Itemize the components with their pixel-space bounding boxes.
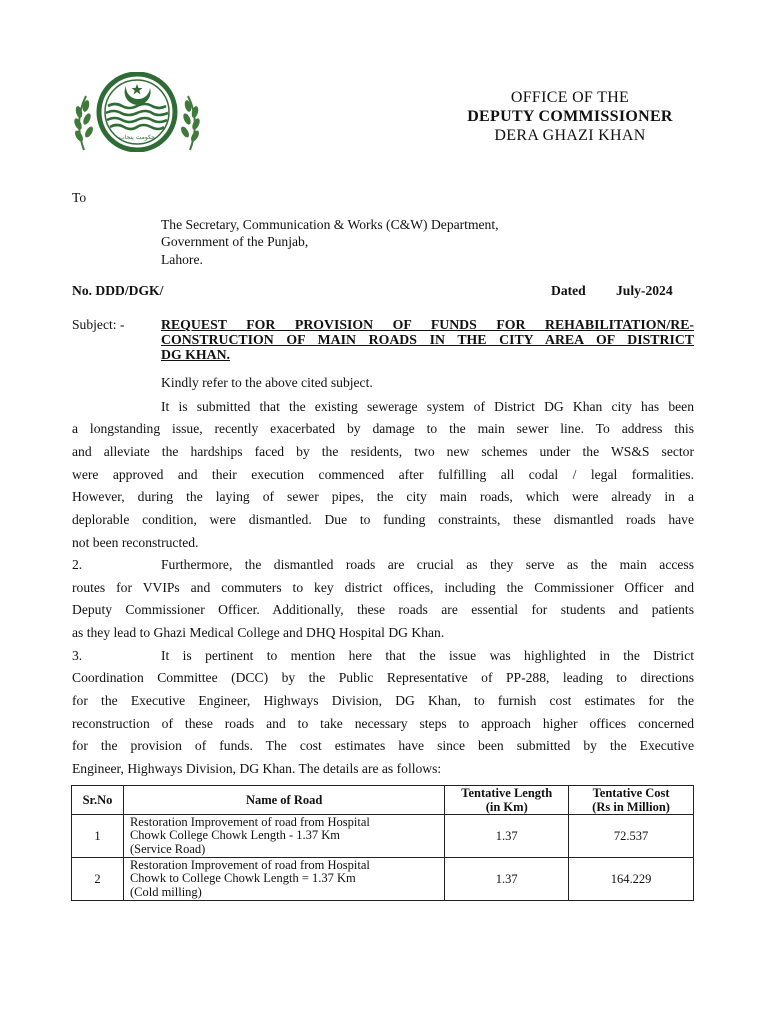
punjab-government-logo [70,72,204,152]
address-line-2: Government of the Punjab, [161,234,309,249]
header-name: Name of Road [123,786,444,815]
paragraph-3-line: for the Executive Engineer, Highways Division, DG Khan, to furnish cost estimates for the [72,693,694,708]
row-cost: 164.229 [569,858,694,901]
header-cost-line-2: (Rs in Million) [592,800,670,814]
paragraph-2-line: Deputy Commissioner Officer. Additionally, these roads are essential for students and patients [72,602,694,617]
office-line-2: DEPUTY COMMISSIONER [467,108,673,125]
to-label: To [72,190,87,205]
row-sr: 2 [72,858,124,901]
paragraph-1-line: and alleviate the hardships faced by the residents, two new schemes under the WS&S sector [72,444,694,459]
paragraph-3-line: Engineer, Highways Division, DG Khan. The details are as follows: [72,761,442,776]
subject-label: Subject: - [72,317,125,332]
paragraph-3-line: It is pertinent to mention here that the issue was highlighted in the District [161,648,694,663]
refer-sentence: Kindly refer to the above cited subject. [161,375,373,390]
svg-text:حکومت پنجاب: حکومت پنجاب [119,134,155,141]
paragraph-3-line: reconstruction of these roads and to take necessary steps to approach higher offices concerned [72,716,694,731]
row-cost: 72.537 [569,815,694,858]
paragraph-1-line: not been reconstructed. [72,535,199,550]
road-name-line: Restoration Improvement of road from Hospital [129,857,370,872]
office-line-3: DERA GHAZI KHAN [494,127,646,144]
road-name-line: Restoration Improvement of road from Hospital [129,814,370,829]
paragraph-2-line: as they lead to Ghazi Medical College and DHQ Hospital DG Khan. [72,625,445,640]
dated-label: Dated [551,283,586,298]
office-line-1: OFFICE OF THE [510,89,630,106]
row-sr: 1 [72,815,124,858]
road-name-line: Chowk College Chowk Length - 1.37 Km [129,828,341,843]
address-line-3: Lahore. [161,252,203,267]
road-name-line: Chowk to College Chowk Length = 1.37 Km [129,871,356,886]
road-cost-table [71,785,694,901]
row-road-name [123,815,444,858]
subject-line-1: REQUEST FOR PROVISION OF FUNDS FOR REHABILITATION/RE- [161,317,694,332]
table-row [72,815,694,858]
paragraph-1-line: deplorable condition, were dismantled. Due to funding constraints, these dismantled roads have [72,512,694,527]
paragraph-3-number: 3. [72,648,83,663]
header-cost-line-1: Tentative Cost [592,786,670,800]
reference-number: No. DDD/DGK/ [72,283,164,298]
paragraph-2-line: routes for VVIPs and commuters to key district offices, including the Commissioner Officer and [72,580,694,595]
table-header-row [72,786,694,815]
header-length [445,786,569,815]
header-length-line-2: (in Km) [485,800,528,814]
paragraph-1-line: a longstanding issue, recently exacerbated by damage to the main sewer line. To address this [72,421,694,436]
paragraph-3-line: for the provision of funds. The cost estimates have since been submitted by the Executive [72,738,694,753]
paragraph-2-number: 2. [72,557,83,572]
paragraph-2-line: Furthermore, the dismantled roads are crucial as they serve as the main access [161,557,694,572]
header-sr: Sr.No [72,786,124,815]
paragraph-1-line: It is submitted that the existing sewerage system of District DG Khan city has been [161,399,694,414]
road-name-line: (Cold milling) [129,884,202,899]
subject-line-2: CONSTRUCTION OF MAIN ROADS IN THE CITY AREA OF DISTRICT [161,332,694,347]
paragraph-1-line: However, during the laying of sewer pipes, the city main roads, which were already in a [72,489,694,504]
row-length: 1.37 [445,858,569,901]
table-row [72,858,694,901]
header-length-line-1: Tentative Length [461,786,553,800]
row-road-name [123,858,444,901]
road-name-line: (Service Road) [129,841,206,856]
paragraph-1-line: were approved and their execution commenced after fulfilling all codal / legal formalities. [72,467,694,482]
paragraph-3-line: Coordination Committee (DCC) by the Public Representative of PP-288, leading to directions [72,670,694,685]
address-line-1: The Secretary, Communication & Works (C&W) Department, [161,217,499,232]
row-length: 1.37 [445,815,569,858]
header-cost [569,786,694,815]
subject-line-3: DG KHAN. [161,347,230,362]
letter-date: July-2024 [616,283,673,298]
